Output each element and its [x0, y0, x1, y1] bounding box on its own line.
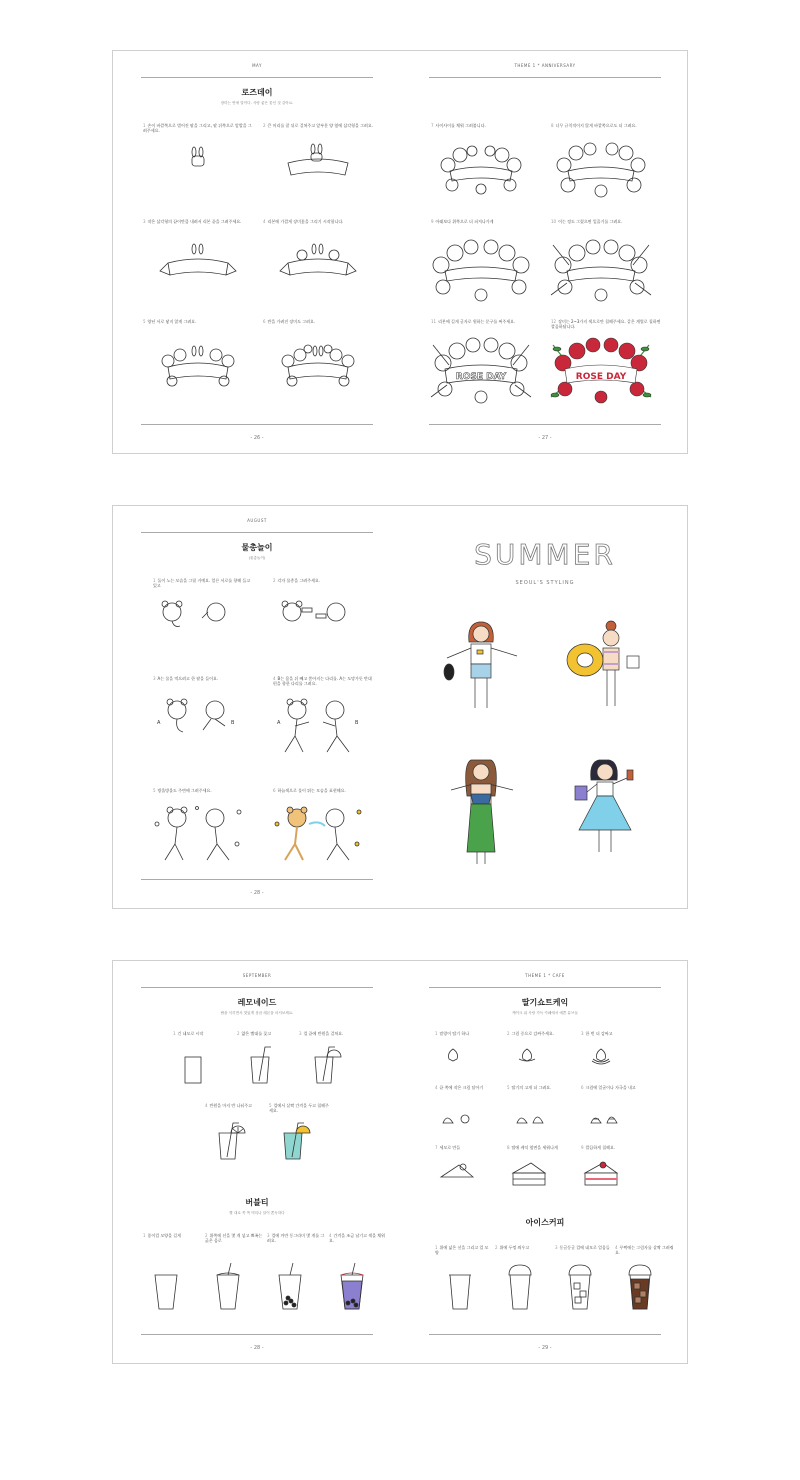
colored-figures-illustration [273, 804, 363, 866]
cake-step-4: 4 끝 쪽에 작은 크림 달아기 [435, 1085, 484, 1090]
iced-coffee-title: 아이스커피 [525, 1218, 565, 1227]
step-5: 5 방울방울도 주변에 그려주세요. [153, 788, 212, 793]
cake-step-8: 8 딸에 케익 옆면을 세워나게 [507, 1145, 558, 1150]
step-7: 7 사이사이를 채워 그려봅니다. [431, 123, 486, 128]
bubble-cup-colored [337, 1261, 367, 1313]
spread-water-gun [112, 505, 688, 909]
girl-bag-illustration [441, 618, 531, 718]
step-8: 8 너무 규칙적이지 않게 바깥쪽으로도 더 그려요. [551, 123, 637, 128]
page-number: - 27 - [538, 435, 552, 441]
footer-rule [141, 879, 373, 880]
step-9: 9 아래보다 위쪽으로 더 퍼져나가게 [431, 219, 494, 224]
cake-slice-colored [581, 1159, 621, 1189]
step-3: 3 작은 삼각형의 끝이만큼 내려서 리본 끝을 그려주세요. [143, 219, 242, 224]
rose-wreath-leaves-illustration [549, 235, 654, 305]
footer-rule [141, 1334, 373, 1335]
running-figures-illustration [273, 696, 363, 758]
step-4: 4 리본에 가깝게 장미꽃을 그리기 시작합니다. [263, 219, 344, 224]
cake-sketch-6 [587, 1107, 621, 1127]
page-header: SEPTEMBER [242, 973, 272, 978]
page-27 [401, 51, 689, 453]
section-title: 물총놀이 [241, 543, 273, 552]
coffee-cup-colored [625, 1261, 655, 1313]
cake-step-3: 3 한 번 더 감싸고 [581, 1031, 613, 1036]
step-11: 11 리본에 길게 글자로 원하는 문구를 써주세요. [431, 319, 516, 324]
lemonade-cup-colored [278, 1121, 312, 1163]
lemonade-subtitle: 땀을 식히면서 맛있게 상큼 레몬을 마셔보세요. [220, 1011, 294, 1015]
lemonade-cup-2 [245, 1045, 275, 1087]
step-5: 5 양년 서로 닿지 않게 그려요. [143, 319, 197, 324]
rose-day-colored-illustration [549, 335, 654, 405]
cake-step-1: 1 말랑이 딸기 하나 [435, 1031, 470, 1036]
strawberry-cake-title: 딸기쇼트케익 [521, 998, 569, 1007]
cake-step-5: 5 딸기의 고개 더 그려요. [507, 1085, 552, 1090]
lemonade-cup-3 [309, 1045, 343, 1087]
ribbon-ends-illustration [158, 241, 238, 283]
rose-wreath-wide-illustration [429, 235, 534, 305]
summer-subtitle: SEOUL'S STYLING [515, 580, 575, 586]
girl-float-illustration [561, 618, 651, 718]
header-rule [141, 987, 373, 988]
lemonade-step-4: 4 반원을 마저 반 나눠주고 [205, 1103, 253, 1108]
bunny-sketch-illustration [188, 146, 208, 170]
raised-arm-illustration [153, 696, 238, 746]
step-6: 6 반을 가려진 장미도 그려요. [263, 319, 316, 324]
section-subtitle: (물총놀이) [248, 556, 266, 560]
strawberry-sketch-3 [591, 1047, 611, 1065]
ribbon-roses-more-illustration [278, 341, 358, 391]
ribbon-sketch-illustration [283, 143, 353, 183]
cake-sketch-4 [439, 1107, 473, 1127]
step-4: 4 B는 몸을 뒤 빼고 쏟아지는 다리를. A는 도망가듯 반대편을 향한 다리를 그려요. [273, 676, 372, 687]
water-guns-illustration [278, 598, 353, 630]
bubble-step-1: 1 종이컵 모양을 길게 [143, 1233, 182, 1238]
page-28 [113, 506, 401, 908]
footer-rule [429, 424, 661, 425]
step-3: 3 A는 물을 먹으려고 한 팔을 들어요. [153, 676, 219, 681]
step-1: 1 손이 바깥쪽으로 벌어진 팔을 그리고, 팔 뒤쪽으로 앞발을 그려주세요. [143, 123, 252, 134]
spread-rose-day [112, 50, 688, 454]
strawberry-cake-subtitle: 케이크 위 사랑 가득 카페에서 예쁜 튜브들 [512, 1011, 578, 1015]
bubble-step-4: 4 간격을 조금 남기고 색을 채워요. [329, 1233, 386, 1244]
section-title: 로즈데이 [241, 88, 273, 97]
header-rule [141, 532, 373, 533]
cake-slice-sketch-7 [437, 1159, 477, 1183]
coffee-step-2: 2 위에 두껑 씌우고 [495, 1245, 530, 1250]
page-number: - 29 - [538, 1345, 552, 1351]
bubble-cup-3 [275, 1261, 305, 1313]
lemonade-cup-4 [213, 1121, 247, 1163]
rose-wreath-illustration [436, 139, 526, 199]
lemonade-step-5: 5 컵에서 살짝 간격을 두고 칠해주세요. [269, 1103, 329, 1114]
header-rule [429, 987, 661, 988]
cake-sketch-5 [513, 1107, 547, 1127]
strawberry-sketch-2 [517, 1047, 537, 1065]
bubble-step-3: 3 컵에 까만 동그라미 몇 개를 그려요. [267, 1233, 325, 1244]
cake-step-9: 9 깔끔하게 칠해요. [581, 1145, 616, 1150]
ribbon-roses-illustration [158, 341, 238, 391]
bubble-tea-subtitle: 빨 대로 쏙 쏙 먹히나 알이 쫀득하다 [229, 1211, 285, 1215]
header-rule [141, 77, 373, 78]
spread-cafe [112, 960, 688, 1364]
page-number: - 28 - [250, 1345, 264, 1351]
coffee-step-1: 1 위에 넓은 선을 그리고 컵 모양 [435, 1245, 489, 1256]
lemonade-cup-1 [181, 1053, 205, 1087]
section-subtitle: 장미는 연애 말이다. 사랑 좋은 꽃인 것 같아요. [220, 101, 294, 105]
coffee-step-4: 4 꾸쩍에는 그림자를 살짝 그려줘요. [615, 1245, 674, 1256]
coffee-cup-2 [505, 1261, 535, 1313]
strawberry-sketch-1 [445, 1047, 461, 1063]
footer-rule [141, 424, 373, 425]
lemonade-step-1: 1 긴 네모로 시작 [173, 1031, 204, 1036]
page-28-cafe [113, 961, 401, 1363]
rose-wreath-more-illustration [554, 139, 649, 199]
label-b: B [355, 720, 359, 726]
banner-text-colored: ROSE DAY [575, 372, 627, 382]
page-header: MAY [252, 63, 262, 68]
banner-text-outline: ROSE DAY [455, 372, 507, 382]
bubble-cup-1 [151, 1269, 181, 1313]
step-10: 10 이는 정도 그렸으면 잎줄기를 그려요. [551, 219, 623, 224]
bubble-tea-title: 버블티 [245, 1198, 269, 1207]
rose-day-sketch-illustration [429, 335, 534, 405]
label-a: A [157, 720, 161, 726]
step-2: 2 각자 물총을 그려주세요. [273, 578, 321, 583]
page-26 [113, 51, 401, 453]
lemonade-title: 레모네이드 [237, 998, 277, 1007]
page-summer-illustration [401, 506, 689, 908]
cake-step-7: 7 세모로 만들 [435, 1145, 461, 1150]
page-number: - 28 - [250, 890, 264, 896]
cake-slice-sketch-8 [509, 1159, 549, 1189]
label-a: A [277, 720, 281, 726]
lemonade-step-2: 2 얇은 빨대를 꽂고 [237, 1031, 272, 1036]
label-b: B [231, 720, 235, 726]
ribbon-roses-start-illustration [278, 241, 358, 283]
step-6: 6 하늘색으로 물이 튀는 모습을 표현해요. [273, 788, 346, 793]
cake-step-2: 2 그림 중으로 감싸주세요. [507, 1031, 555, 1036]
two-heads-illustration [158, 598, 233, 630]
coffee-cup-3 [565, 1261, 595, 1313]
header-rule [429, 77, 661, 78]
footer-rule [429, 1334, 661, 1335]
bubble-cup-2 [213, 1261, 243, 1313]
lemonade-step-3: 3 컵 끝에 반원을 걸쳐요. [299, 1031, 344, 1036]
summer-title: SUMMER [474, 538, 616, 571]
girl-blue-dress-illustration [561, 756, 656, 868]
step-12: 12 장미는 2~3가지 색으로만 칠해주세요. 같은 계열로 칠하면 깔끔하답니다. [551, 319, 661, 330]
coffee-cup-1 [445, 1267, 475, 1313]
page-header: THEME 1 * ANNIVERSARY [514, 63, 576, 68]
page-29-cafe [401, 961, 689, 1363]
cake-step-6: 6 크림에 얼굴이나 자국을 내고 [581, 1085, 636, 1090]
bubbles-illustration [153, 804, 243, 866]
girl-green-skirt-illustration [441, 756, 531, 868]
page-header: THEME 1 * CAFE [525, 973, 565, 978]
coffee-step-3: 3 동글동글 컵에 네모로 얼음들 [555, 1245, 610, 1250]
page-header: AUGUST [247, 518, 267, 523]
step-2: 2 큰 머리를 잘 뒤로 걸쳐주고 앞부분 양 옆에 삼각형을 그려요. [263, 123, 373, 128]
page-number: - 26 - [250, 435, 264, 441]
step-1: 1 둘이 노는 모습을 그릴 거예요. 얼른 서로를 향해 들고 있고 [153, 578, 251, 589]
bubble-step-2: 2 위쪽에 선을 몇 개 넣고 뾰족는 굵은 음로 [205, 1233, 263, 1244]
